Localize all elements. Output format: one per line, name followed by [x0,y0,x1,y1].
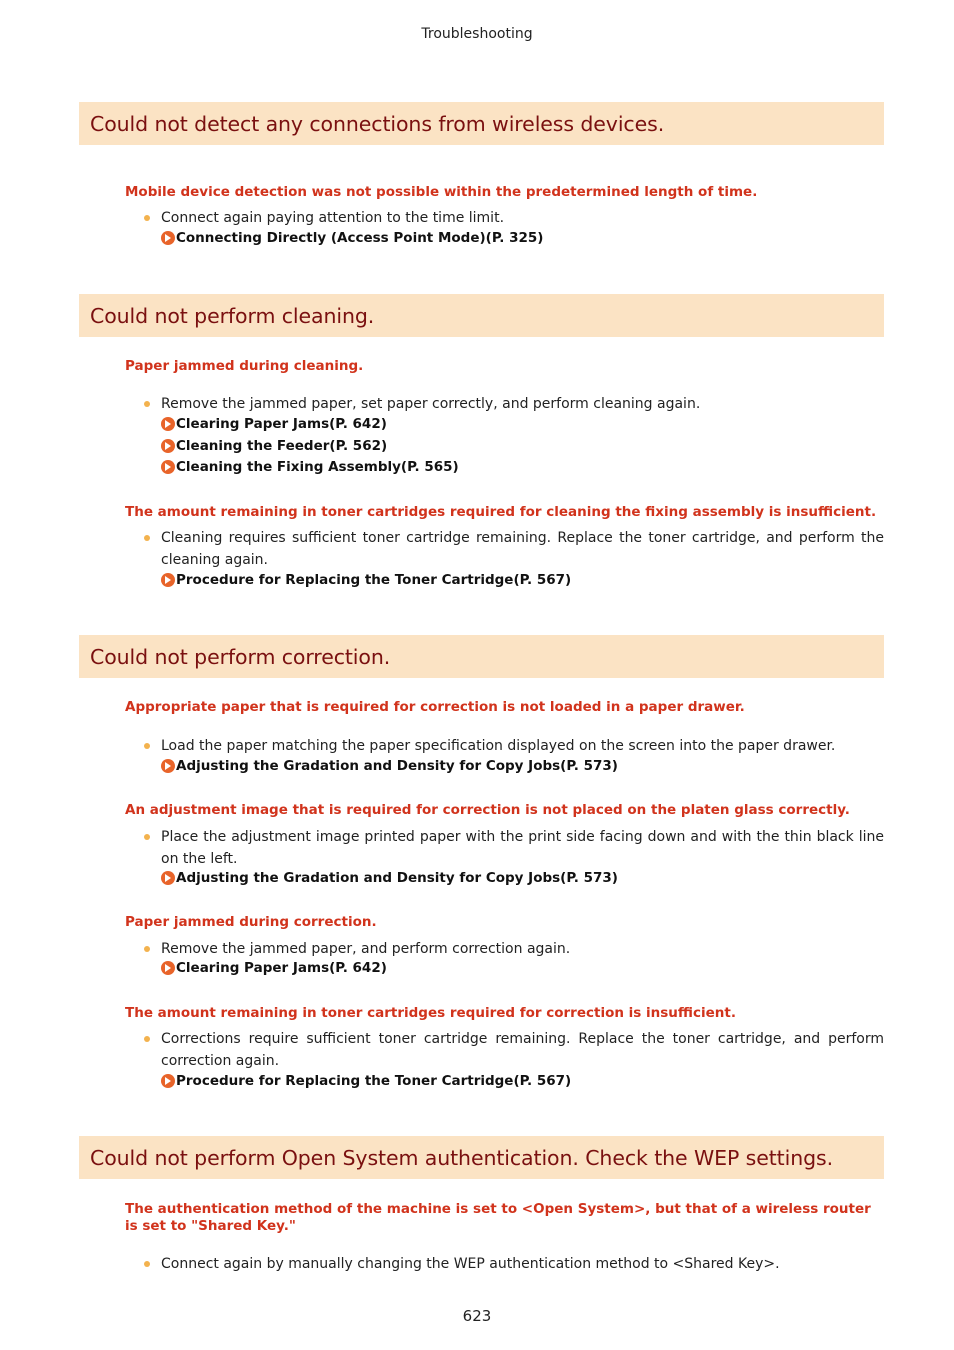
link-adjusting-gradation[interactable]: Adjusting the Gradation and Density for Copy Jobs(P. 573) [161,758,618,774]
bullet-icon [144,1261,150,1267]
bullet-icon [144,834,150,840]
section-title: Could not detect any connections from wireless devices. [90,111,665,136]
bullet-text: Remove the jammed paper, and perform correction again. [161,941,571,957]
link-replacing-toner[interactable]: Procedure for Replacing the Toner Cartridge(P. 567) [161,1073,571,1089]
bullet-icon [144,743,150,749]
bullet-text: Load the paper matching the paper specification displayed on the screen into the paper drawer. [161,738,836,754]
arrow-right-icon [161,439,175,453]
cause-heading: Mobile device detection was not possible within the predetermined length of time. [125,184,758,200]
bullet-text: Cleaning requires sufficient toner cartridge remaining. Replace the toner cartridge, and perform the cleaning again. [161,530,884,568]
cause-heading: The amount remaining in toner cartridges required for correction is insufficient. [125,1005,736,1021]
bullet-text: Corrections require sufficient toner cartridge remaining. Replace the toner cartridge, and perform correction again. [161,1031,884,1069]
cause-heading: An adjustment image that is required for correction is not placed on the platen glass correctly. [125,802,850,818]
arrow-right-icon [161,961,175,975]
bullet-icon [144,535,150,541]
link-cleaning-feeder[interactable]: Cleaning the Feeder(P. 562) [161,438,387,454]
bullet-icon [144,215,150,221]
arrow-right-icon [161,573,175,587]
bullet-text: Connect again by manually changing the WEP authentication method to <Shared Key>. [161,1256,780,1272]
arrow-right-icon [161,231,175,245]
section-title: Could not perform correction. [90,644,391,669]
arrow-right-icon [161,871,175,885]
bullet-icon [144,946,150,952]
cause-heading: The authentication method of the machine is set to <Open System>, but that of a wireless router is set to "Shared Key." [125,1201,871,1234]
arrow-right-icon [161,1074,175,1088]
link-access-point-mode[interactable]: Connecting Directly (Access Point Mode)(P. 325) [161,230,543,246]
section-title: Could not perform Open System authentication. Check the WEP settings. [90,1145,834,1170]
bullet-icon [144,1036,150,1042]
link-adjusting-gradation[interactable]: Adjusting the Gradation and Density for Copy Jobs(P. 573) [161,870,618,886]
page-header: Troubleshooting [421,26,533,42]
link-replacing-toner[interactable]: Procedure for Replacing the Toner Cartridge(P. 567) [161,572,571,588]
link-clearing-paper-jams[interactable]: Clearing Paper Jams(P. 642) [161,416,387,432]
cause-heading: Paper jammed during correction. [125,914,377,930]
link-clearing-paper-jams[interactable]: Clearing Paper Jams(P. 642) [161,960,387,976]
cause-heading: Paper jammed during cleaning. [125,358,364,374]
page-number: 623 [462,1307,492,1325]
bullet-icon [144,401,150,407]
cause-heading: Appropriate paper that is required for correction is not loaded in a paper drawer. [125,699,745,715]
link-cleaning-fixing-assembly[interactable]: Cleaning the Fixing Assembly(P. 565) [161,459,459,475]
section-title-open-system-auth [79,1136,884,1179]
bullet-text: Place the adjustment image printed paper with the print side facing down and with the thin black line on the left. [161,829,884,867]
bullet-text: Remove the jammed paper, set paper correctly, and perform cleaning again. [161,396,701,412]
cause-heading: The amount remaining in toner cartridges required for cleaning the fixing assembly is insufficient. [125,504,877,520]
arrow-right-icon [161,417,175,431]
section-title: Could not perform cleaning. [90,303,375,328]
section-title-cleaning [79,294,884,337]
section-title-wireless-detection [79,102,884,145]
bullet-text: Connect again paying attention to the time limit. [161,210,505,226]
arrow-right-icon [161,460,175,474]
section-title-correction [79,635,884,678]
arrow-right-icon [161,759,175,773]
